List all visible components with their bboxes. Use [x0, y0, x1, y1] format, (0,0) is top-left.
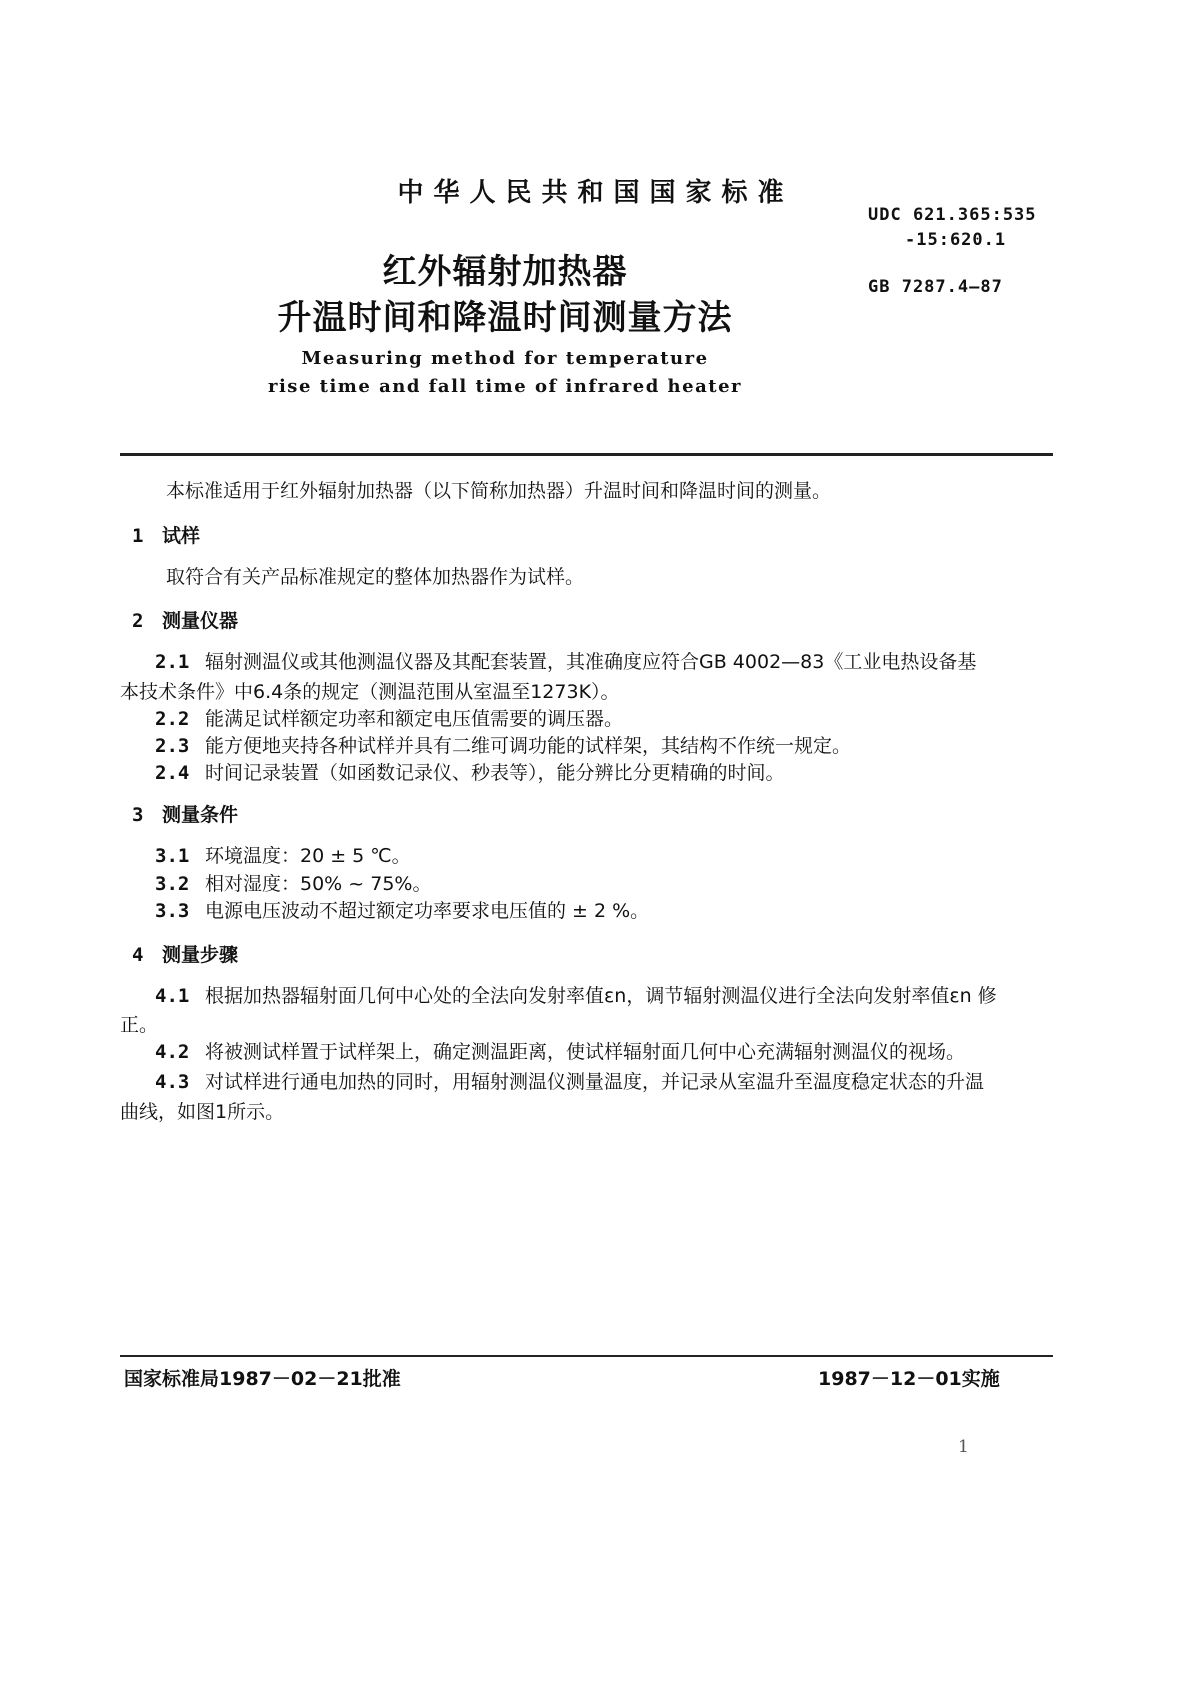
effective-date: 1987－12－01实施	[818, 1368, 1000, 1390]
item-4-1	[120, 980, 1053, 1012]
section-number: 4	[132, 944, 144, 966]
item-2-4	[120, 757, 1053, 789]
item-number: 2.3	[155, 735, 190, 757]
item-text: 电源电压波动不超过额定功率要求电压值的 ± 2 %。	[205, 900, 650, 922]
item-4-3-cont	[120, 1096, 1053, 1128]
item-text: 相对湿度：50% ~ 75%。	[205, 873, 432, 895]
item-text: 环境温度：20 ± 5 ℃。	[205, 845, 411, 867]
item-4-3	[120, 1066, 1053, 1098]
udc-code-line2: -15:620.1	[905, 230, 1007, 250]
item-text-cont: 本技术条件》中6.4条的规定（测温范围从室温至1273K）。	[120, 681, 620, 703]
section-1-body: 取符合有关产品标准规定的整体加热器作为试样。	[166, 566, 585, 588]
item-number: 2.1	[155, 651, 190, 673]
item-text-cont: 正。	[120, 1014, 159, 1036]
item-number: 4.1	[155, 985, 190, 1007]
item-text: 根据加热器辐射面几何中心处的全法向发射率值εn，调节辐射测温仪进行全法向发射率值εn 修	[205, 985, 997, 1007]
top-divider	[120, 453, 1053, 456]
approval-date: 国家标准局1987－02－21批准	[124, 1368, 401, 1390]
item-2-1	[120, 646, 1053, 678]
section-title: 测量仪器	[162, 610, 239, 632]
section-4-heading	[132, 940, 238, 967]
section-title: 测量条件	[162, 804, 239, 826]
item-text: 辐射测温仪或其他测温仪器及其配套装置，其准确度应符合GB 4002—83《工业电热设备基	[205, 651, 977, 673]
section-3-heading	[132, 800, 238, 827]
item-number: 3.1	[155, 845, 190, 867]
item-text: 对试样进行通电加热的同时，用辐射测温仪测量温度，并记录从室温升至温度稳定状态的升温	[205, 1071, 985, 1093]
item-number: 4.2	[155, 1041, 190, 1063]
item-text: 能满足试样额定功率和额定电压值需要的调压器。	[205, 708, 624, 730]
section-title: 测量步骤	[162, 944, 239, 966]
item-number: 3.3	[155, 900, 190, 922]
gb-number: GB 7287.4—87	[868, 277, 1003, 297]
item-number: 3.2	[155, 873, 190, 895]
udc-code-line1: UDC 621.365:535	[868, 205, 1037, 225]
national-standard-header: 中华人民共和国国家标准	[397, 178, 794, 208]
item-number: 4.3	[155, 1071, 190, 1093]
intro-paragraph: 本标准适用于红外辐射加热器（以下简称加热器）升温时间和降温时间的测量。	[166, 480, 832, 502]
section-number: 1	[132, 525, 144, 547]
page-number: 1	[958, 1437, 969, 1457]
title-en-line2: rise time and fall time of infrared heater	[267, 376, 743, 397]
item-text-cont: 曲线，如图1所示。	[120, 1101, 285, 1123]
section-number: 3	[132, 804, 144, 826]
title-en-line1: Measuring method for temperature	[301, 348, 709, 369]
section-number: 2	[132, 610, 144, 632]
item-3-3	[120, 895, 1053, 927]
title-zh-line1: 红外辐射加热器	[382, 252, 628, 292]
section-title: 试样	[162, 525, 201, 547]
item-number: 2.4	[155, 762, 190, 784]
item-text: 能方便地夹持各种试样并具有二维可调功能的试样架，其结构不作统一规定。	[205, 735, 852, 757]
section-1-heading	[132, 521, 200, 548]
item-text: 时间记录装置（如函数记录仪、秒表等），能分辨比分更精确的时间。	[205, 762, 785, 784]
item-number: 2.2	[155, 708, 190, 730]
footer-divider	[120, 1355, 1053, 1357]
item-text: 将被测试样置于试样架上，确定测温距离，使试样辐射面几何中心充满辐射测温仪的视场。	[205, 1041, 966, 1063]
item-4-2	[120, 1036, 1053, 1068]
title-zh-line2: 升温时间和降温时间测量方法	[277, 298, 733, 338]
section-2-heading	[132, 606, 238, 633]
